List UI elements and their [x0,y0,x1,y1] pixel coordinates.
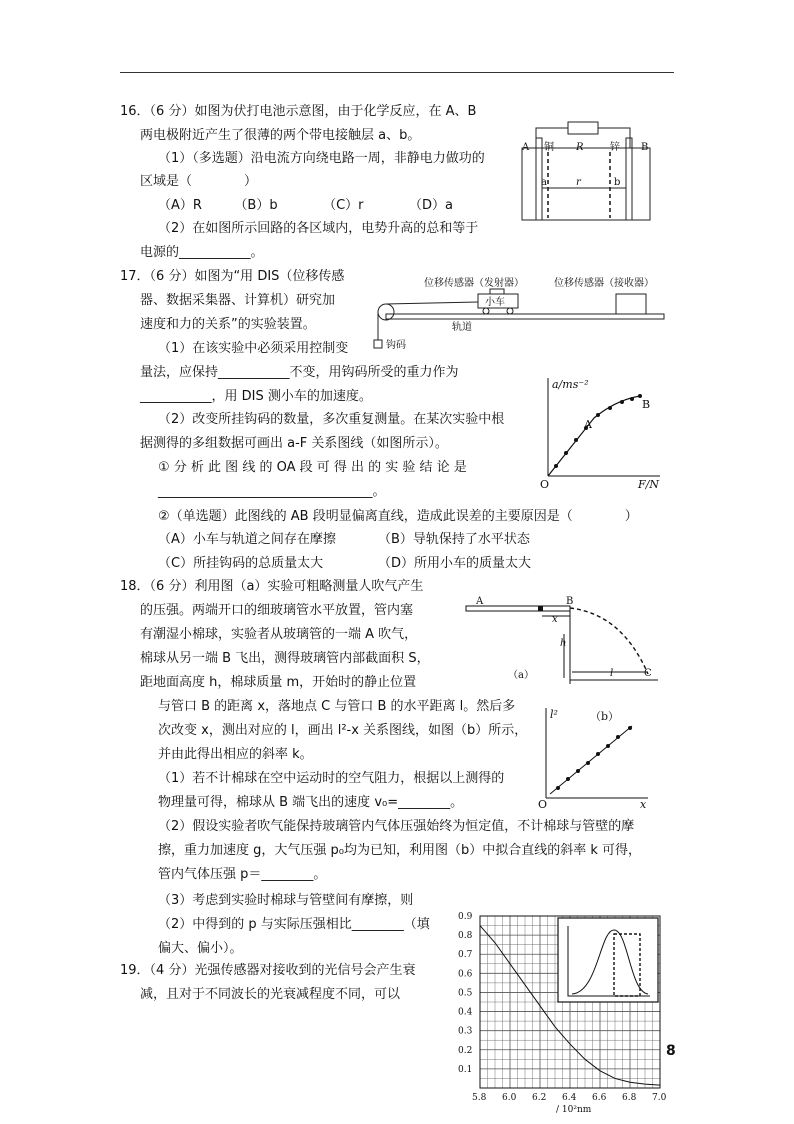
caption-b: （b） [590,710,619,723]
label-b: b [614,177,620,188]
voltaic-cell-figure [518,118,654,224]
y-tick-6: 0.7 [458,950,473,960]
q18-line-7: 并由此得出相应的斜率 k。 [158,746,313,764]
x-axis-label: / 10²nm [556,1105,592,1115]
q16-line-0: 16．（6 分）如图为伏打电池示意图，由于化学反应，在 A、B [120,103,476,121]
q17-line-6: （2）改变所挂钩码的数量，多次重复测量。在某次实验中根 [158,411,504,429]
y-tick-2: 0.3 [458,1027,473,1037]
a-f-graph [536,372,666,490]
x-tick-3: 6.4 [562,1093,577,1103]
q17-line-10: ②（单选题）此图线的 AB 段明显偏离直线，造成此误差的主要原因是（ ） [158,508,638,526]
y-tick-5: 0.6 [458,969,473,979]
q18-line-0: 18．（6 分）利用图（a）实验可粗略测量人吹气产生 [120,578,423,596]
page-number: 8 [666,1042,676,1060]
q18-line-14: （2）中得到的 p 与实际压强相比________（填 [158,916,430,934]
q18-line-11: 擦，重力加速度 g，大气压强 p₀均为已知，利用图（b）中拟合直线的斜率 k 可得， [158,842,641,860]
label-hook: 钩码 [386,338,406,351]
label-r: r [576,177,582,188]
header-rule [120,72,674,73]
q16-line-5: （2）在如图所示回路的各区域内，电势升高的总和等于 [158,220,478,238]
q18-line-6: 次改变 x，测出对应的 l，画出 l²-x 关系图线，如图（b）所示， [158,722,527,740]
graph-xlabel: F/N [637,478,659,490]
zinc-electrode [626,138,632,220]
resistor-R [568,122,598,134]
q17-line-12: （B）导轨保持了水平状态 [378,531,530,549]
q18-line-13: （3）考虑到实验时棉球与管壁间有摩擦，则 [158,892,413,910]
q17-line-2: 速度和力的关系”的实验装置。 [140,316,316,334]
q16-line-1: 两电极附近产生了很薄的两个带电接触层 a、b。 [140,127,420,145]
cotton-ball [538,606,543,611]
label-A: A [521,142,530,153]
l2-x-graph [536,702,656,812]
track [386,314,664,319]
q18-line-15: 偏大、偏小）。 [158,940,243,958]
q17-line-5: ___________，用 DIS 测小车的加速度。 [140,388,372,406]
q17-line-3: （1）在该实验中必须采用控制变 [158,340,348,358]
y-tick-8: 0.9 [458,912,473,922]
graph-origin: O [540,478,549,490]
graph-point-A: A [583,418,593,431]
q18-line-8: （1）若不计棉球在空中运动时的空气阻力，根据以上测得的 [158,770,504,788]
label-tube-A: A [475,596,484,607]
label-l: l [610,668,613,679]
q17-line-11: （A）小车与轨道之间存在摩擦 [158,531,336,549]
label-h: h [560,638,566,649]
label-R: R [575,142,584,153]
graph-ylabel: a/ms⁻² [552,378,589,391]
q17-line-7: 据测得的多组数据可画出 a-F 关系图线（如图所示）。 [140,435,448,453]
label-a: a [541,177,547,188]
dis-apparatus-figure [372,272,672,352]
q16-line-4: （A）R （B）b （C）r （D）a [158,197,453,215]
q18-line-9: 物理量可得，棉球从 B 端飞出的速度 v₀=________。 [158,794,463,812]
q16-line-2: （1）（多选题）沿电流方向绕电路一周，非静电力做功的 [158,150,485,168]
graph-b-origin: O [538,798,547,811]
q18-line-10: （2）假设实验者吹气能保持玻璃管内气体压强始终为恒定值，不计棉球与管壁的摩 [158,818,634,836]
graph-b-xlabel: x [640,798,647,811]
label-tube-B: B [566,596,573,607]
y-tick-3: 0.4 [458,1008,473,1018]
y-tick-0: 0.1 [458,1065,472,1075]
attenuation-chart [452,908,672,1124]
q17-line-14: （D）所用小车的质量太大 [378,555,531,573]
q18-line-4: 距地面高度 h，棉球质量 m，开始时的静止位置 [140,674,416,692]
x-tick-6: 7.0 [652,1093,667,1103]
x-tick-2: 6.2 [532,1093,546,1103]
q17-line-0: 17．（6 分）如图为“用 DIS（位移传感 [120,268,344,286]
q19-line-0: 19．（4 分）光强传感器对接收到的光信号会产生衰 [120,962,415,980]
x-tick-1: 6.0 [502,1093,517,1103]
receiver-box [616,294,646,314]
label-copper: 铜 [544,140,554,153]
q17-line-13: （C）所挂钩码的总质量太大 [158,555,323,573]
q18-line-5: 与管口 B 的距离 x，落地点 C 与管口 B 的水平距离 l。然后多 [158,698,515,716]
label-sender: 位移传感器（发射器） [424,276,524,289]
label-receiver: 位移传感器（接收器） [554,276,654,289]
label-track: 轨道 [452,320,472,333]
q17-line-4: 量法，应保持___________不变，用钩码所受的重力作为 [140,364,459,382]
q18-line-12: 管内气体压强 p＝________。 [158,866,326,884]
glass-tube-figure [462,594,662,686]
y-tick-4: 0.5 [458,988,473,998]
graph-point-B: B [642,398,650,411]
label-zinc: 锌 [610,140,620,153]
y-tick-1: 0.2 [458,1046,472,1056]
caption-a: （a） [508,669,534,681]
q18-line-3: 棉球从另一端 B 飞出，测得玻璃管内部截面积 S， [140,650,430,668]
q16-line-6: 电源的___________。 [140,244,264,262]
label-B: B [641,142,648,153]
label-x: x [552,614,558,625]
label-cart: 小车 [485,295,505,308]
q17-line-8: ① 分 析 此 图 线 的 OA 段 可 得 出 的 实 验 结 论 是 [158,459,467,477]
q19-line-1: 减，且对于不同波长的光衰减程度不同，可以 [140,986,400,1004]
inset-box [558,918,658,1002]
q18-line-2: 有潮湿小棉球，实验者从玻璃管的一端 A 吹气， [140,626,417,644]
q17-line-1: 器、数据采集器、计算机）研究加 [140,292,335,310]
q17-line-9: _________________________________。 [158,483,386,501]
q16-line-3: 区域是（ ） [140,173,257,191]
hook-weight [374,340,382,348]
y-tick-7: 0.8 [458,931,473,941]
graph-b-ylabel: l² [550,708,558,721]
q18-line-1: 的压强。两端开口的细玻璃管水平放置，管内塞 [140,602,413,620]
label-C: C [644,668,652,679]
x-tick-0: 5.8 [472,1093,487,1103]
x-tick-4: 6.6 [592,1093,607,1103]
x-tick-5: 6.8 [622,1093,637,1103]
